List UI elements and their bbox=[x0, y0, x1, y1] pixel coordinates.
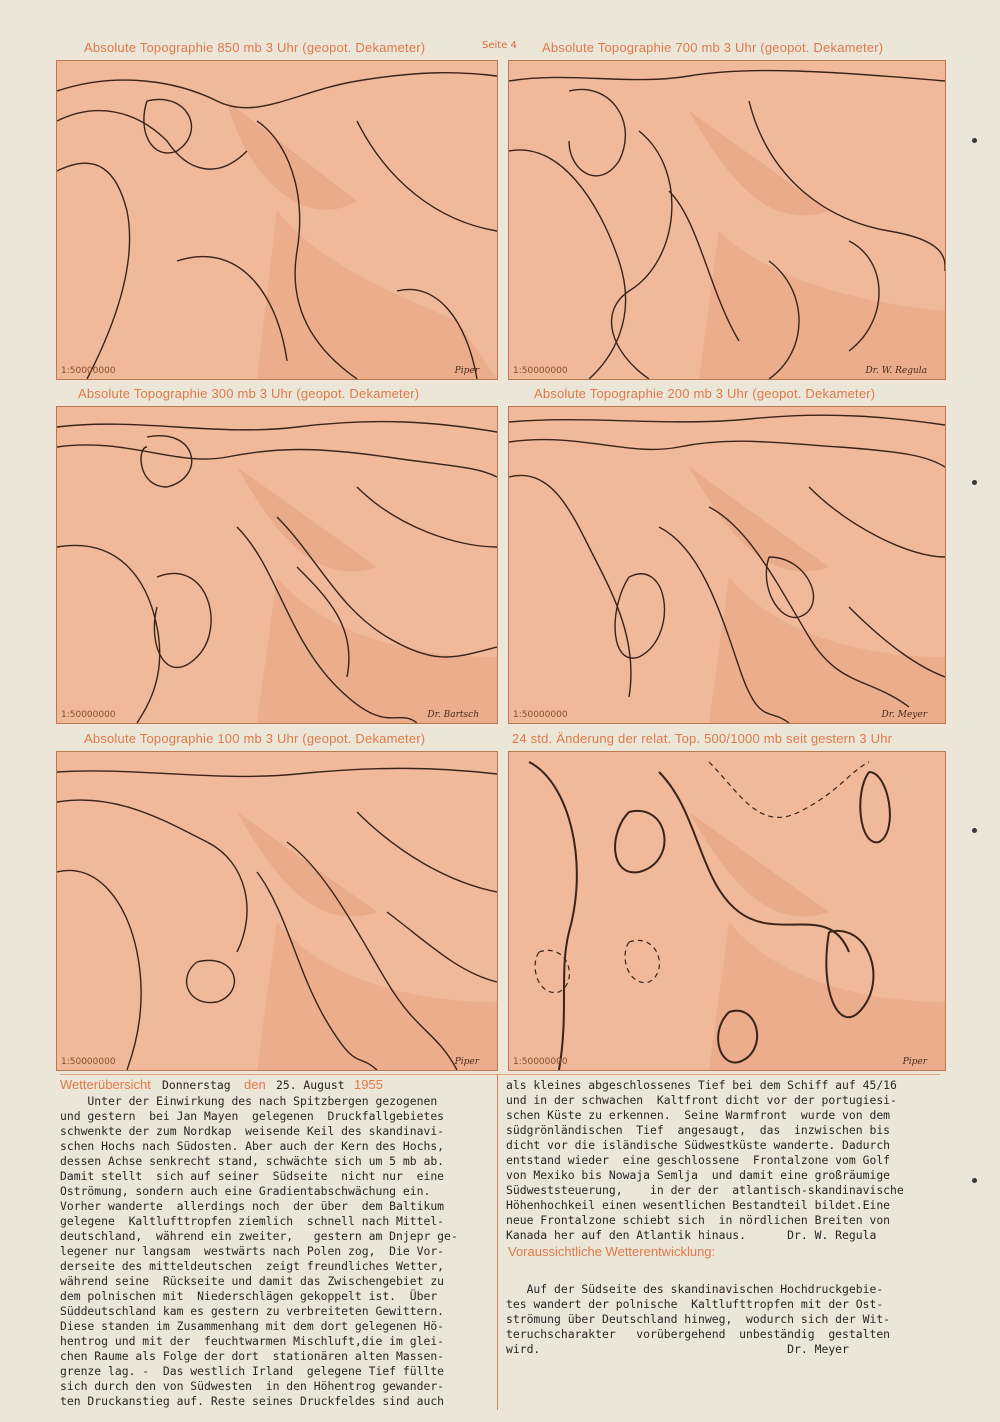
report-line: schen Hochs nach Südosten. Aber auch der Kern des Hochs, bbox=[60, 1139, 445, 1153]
report-line: gelegene Kaltlufttropfen ziemlich schnell nach Mittel- bbox=[60, 1214, 445, 1228]
map-200-title: Absolute Topographie 200 mb 3 Uhr (geopot. Dekameter) bbox=[534, 386, 876, 401]
report-line: derseite des mitteldeutschen zeigt freundliches Wetter, bbox=[60, 1259, 445, 1273]
map-300-isolines bbox=[57, 407, 497, 723]
report-line: hentrog und mit der feuchtwarmen Mischluft,die im glei- bbox=[60, 1334, 445, 1348]
report-line: und gestern bei Jan Mayen gelegenen Druckfallgebietes bbox=[60, 1109, 445, 1123]
map-200-author: Dr. Meyer bbox=[881, 710, 927, 720]
report-line: südgrönländischen Tief angesaugt, das inzwischen bis bbox=[506, 1123, 891, 1137]
report-line: Damit stellt sich auf seiner Südseite nicht nur eine bbox=[60, 1169, 445, 1183]
map-100-panel bbox=[56, 751, 498, 1071]
map-change-author: Piper bbox=[902, 1057, 927, 1067]
map-300-panel bbox=[56, 406, 498, 724]
map-700-author: Dr. W. Regula bbox=[865, 366, 927, 376]
forecast-line: strömung über Deutschland hinweg, wodurch sich der Wit- bbox=[506, 1312, 891, 1326]
map-100-scale: 1:50000000 bbox=[61, 1057, 116, 1067]
report-line: Oströmung, sondern auch eine Gradientabschwächung ein. bbox=[60, 1184, 431, 1198]
map-200-isolines bbox=[509, 407, 945, 723]
report-line: Vorher wanderte allerdings noch der über dem Baltikum bbox=[60, 1199, 445, 1213]
map-700-panel bbox=[508, 60, 946, 380]
map-300-title: Absolute Topographie 300 mb 3 Uhr (geopot. Dekameter) bbox=[78, 386, 420, 401]
forecast-line: Auf der Südseite des skandinavischen Hochdruckgebie- bbox=[506, 1282, 884, 1296]
map-850-panel bbox=[56, 60, 498, 380]
map-300-scale: 1:50000000 bbox=[61, 710, 116, 720]
report-line: sich durch den von Südwesten in den Höhentrog gewander- bbox=[60, 1379, 445, 1393]
report-line: chen Raume als Folge der dort stationären alten Massen- bbox=[60, 1349, 445, 1363]
map-100-isolines bbox=[57, 752, 497, 1070]
report-den: den bbox=[244, 1077, 266, 1092]
page-number: Seite 4 bbox=[482, 40, 517, 51]
report-weekday: Donnerstag bbox=[162, 1078, 231, 1092]
report-line: schen Küste zu erkennen. Seine Warmfront wurde von dem bbox=[506, 1108, 891, 1122]
map-850-author: Piper bbox=[454, 366, 479, 376]
report-day-month: 25. August bbox=[276, 1078, 345, 1092]
column-divider bbox=[497, 1074, 498, 1410]
map-300-author: Dr. Bartsch bbox=[427, 710, 479, 720]
report-line: deutschland, während ein zweiter, gestern am Dnjepr ge- bbox=[60, 1229, 458, 1243]
map-850-title: Absolute Topographie 850 mb 3 Uhr (geopot. Dekameter) bbox=[84, 40, 426, 55]
map-850-isolines bbox=[57, 61, 497, 379]
map-850-scale: 1:50000000 bbox=[61, 366, 116, 376]
forecast-heading: Voraussichtliche Wetterentwicklung: bbox=[508, 1244, 716, 1259]
map-change-scale: 1:50000000 bbox=[513, 1057, 568, 1067]
section-rule bbox=[60, 1074, 940, 1075]
map-100-title: Absolute Topographie 100 mb 3 Uhr (geopot. Dekameter) bbox=[84, 731, 426, 746]
report-line: grenze lag. - Das westlich Irland gelegene Tief füllte bbox=[60, 1364, 445, 1378]
punch-hole bbox=[972, 828, 977, 833]
report-line: dem polnischen mit Niederschlägen gekoppelt ist. Über bbox=[60, 1289, 438, 1303]
report-line: dessen Achse senkrecht stand, schwächte sich um 5 mb ab. bbox=[60, 1154, 445, 1168]
map-700-isolines bbox=[509, 61, 945, 379]
forecast-line: wird. Dr. Meyer bbox=[506, 1342, 849, 1356]
report-line: ten Druckanstieg auf. Reste seines Druckfeldes sind auch bbox=[60, 1394, 445, 1408]
report-year: 1955 bbox=[354, 1077, 383, 1092]
report-line: Diese standen im Zusammenhang mit dem dort gelegenen Hö- bbox=[60, 1319, 445, 1333]
report-line: schwenkte der zum Nordkap weisende Keil des skandinavi- bbox=[60, 1124, 445, 1138]
forecast-line: tes wandert der polnische Kaltlufttropfen mit der Ost- bbox=[506, 1297, 884, 1311]
report-heading: Wetterübersicht bbox=[60, 1077, 151, 1092]
report-line: Südweststeuerung, in der der atlantisch-skandinavische bbox=[506, 1183, 904, 1197]
report-line: als kleines abgeschlossenes Tief bei dem Schiff auf 45/16 bbox=[506, 1078, 897, 1092]
report-line: entstand wieder eine geschlossene Frontalzone vom Golf bbox=[506, 1153, 891, 1167]
report-line: und in der schwachen Kaltfront dicht vor der portugiesi- bbox=[506, 1093, 897, 1107]
report-line: während seine Rückseite und damit das Zwischengebiet zu bbox=[60, 1274, 445, 1288]
map-200-panel bbox=[508, 406, 946, 724]
report-line: Süddeutschland kam es gestern zu verbreiteten Gewittern. bbox=[60, 1304, 445, 1318]
report-line: Unter der Einwirkung des nach Spitzbergen gezogenen bbox=[60, 1094, 438, 1108]
map-change-panel bbox=[508, 751, 946, 1071]
map-700-title: Absolute Topographie 700 mb 3 Uhr (geopot. Dekameter) bbox=[542, 40, 884, 55]
forecast-line: teruchscharakter vorübergehend unbeständig gestalten bbox=[506, 1327, 891, 1341]
punch-hole bbox=[972, 1178, 977, 1183]
map-100-author: Piper bbox=[454, 1057, 479, 1067]
punch-hole bbox=[972, 480, 977, 485]
report-line: legener nur langsam westwärts nach Polen zog, Die Vor- bbox=[60, 1244, 445, 1258]
report-line: Kanada her auf den Atlantik hinaus. Dr. W. Regula bbox=[506, 1228, 877, 1242]
map-change-isolines bbox=[509, 752, 945, 1070]
report-line: von Mexiko bis Nowaja Semlja und damit eine großräumige bbox=[506, 1168, 891, 1182]
report-line: neue Frontalzone schiebt sich in nördlichen Breiten von bbox=[506, 1213, 891, 1227]
map-200-scale: 1:50000000 bbox=[513, 710, 568, 720]
map-700-scale: 1:50000000 bbox=[513, 366, 568, 376]
report-line: Höhenhochkeil einen wesentlichen Bestandteil bildet.Eine bbox=[506, 1198, 891, 1212]
punch-hole bbox=[972, 138, 977, 143]
map-change-title: 24 std. Änderung der relat. Top. 500/1000 mb seit gestern 3 Uhr bbox=[512, 731, 893, 746]
report-line: dicht vor die isländische Südwestküste wanderte. Dadurch bbox=[506, 1138, 891, 1152]
